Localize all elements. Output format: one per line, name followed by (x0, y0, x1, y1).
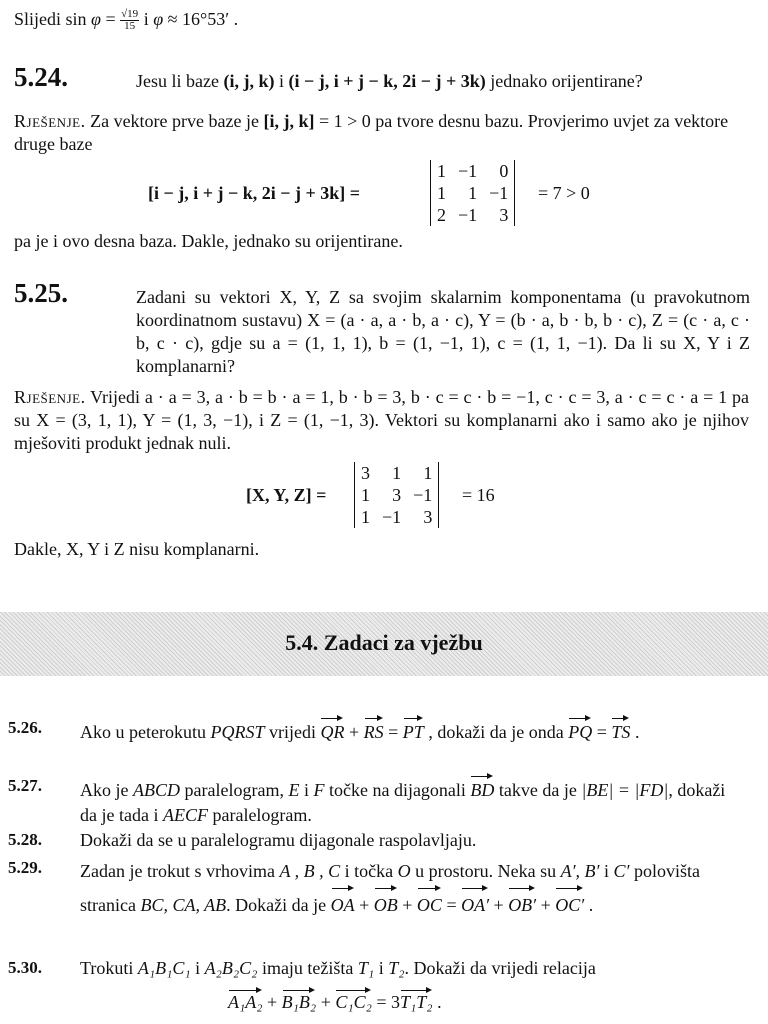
triple-product: [i, j, k] (263, 111, 315, 131)
ex-text: i točka (340, 861, 398, 881)
vector-oc-prime: OC′ (555, 886, 584, 920)
det-cell: −1 (413, 485, 433, 505)
op: + (354, 895, 374, 915)
exercise-number-5-29: 5.29. (8, 858, 42, 877)
q-and: i (274, 71, 289, 91)
ex-text: . (630, 722, 640, 742)
basis-1: (i, j, k) (223, 71, 275, 91)
exercise-number-5-26: 5.26. (8, 718, 42, 737)
ex-text: polovišta stranica (80, 861, 700, 915)
problem-number-5-25: 5.25. (14, 278, 68, 308)
exercise-5-26 (80, 716, 745, 745)
problem-5-24-question (136, 70, 756, 93)
det-rhs-5-25: = 16 (462, 485, 495, 505)
eq-sign: = (100, 9, 121, 29)
basis-2: (i − j, i + j − k, 2i − j + 3k) (288, 71, 486, 91)
vector-ts: TS (611, 716, 630, 745)
exercise-5-29 (80, 856, 745, 920)
math-term: F (313, 780, 325, 800)
ex-text: . Dokaži da vrijedi relacija (404, 958, 596, 978)
math-term: A , B , C (279, 861, 341, 881)
math-term: A′, B′ (560, 861, 600, 881)
det-cell: 1 (468, 183, 478, 203)
vector-ob-prime: OB′ (508, 886, 536, 920)
math-term: BC, CA, AB (140, 895, 227, 915)
det-cell: 1 (423, 463, 433, 483)
problem-5-25-statement: Zadani su vektori X, Y, Z sa svojim skalarnim komponentama (u pravokutnom koordinatnom sustavu) X = (a · a, a · b, a · c), Y = (b · a, b · b, b · c), Z = (c · a, c · b, c · c), gdje su a = (1, 1, 1), b = (1, −1, 1), c = (1, 1, −1). Da li su X, Y i Z komplanarni? (136, 287, 750, 376)
ex-text: i (599, 861, 614, 881)
problem-5-24-solution (14, 110, 749, 156)
ex-text: i (299, 780, 314, 800)
ex-text: . (432, 992, 442, 1012)
vector-qr: QR (320, 716, 344, 745)
op: = (441, 895, 462, 915)
section-title: 5.4. Zadaci za vježbu (285, 630, 483, 655)
vector-pq: PQ (568, 716, 592, 745)
det-cell: 1 (361, 507, 370, 527)
ex-text: u prostoru. Neka su (410, 861, 561, 881)
ex-text: vrijedi (264, 722, 321, 742)
det-cell: −1 (489, 183, 509, 203)
frac-numerator: √19 (121, 8, 139, 21)
exercise-5-28: Dokaži da se u paralelogramu dijagonale raspolavljaju. (80, 830, 477, 850)
math-term: O (397, 861, 411, 881)
math-term: C′ (613, 861, 630, 881)
op: + (489, 895, 509, 915)
ex-text: i (374, 958, 389, 978)
exercise-number-5-27: 5.27. (8, 776, 42, 795)
determinant-5-25 (354, 462, 439, 528)
ex-text: . Dokaži da je (226, 895, 331, 915)
ex-text: točke na dijagonali (324, 780, 471, 800)
det-cell: 1 (361, 485, 370, 505)
solution-text: Vrijedi a · a = 3, a · b = b · a = 1, b · b = 3, b · c = c · b = −1, c · c = 3, a · c = c · a = 1 pa su X = (3, 1, 1), Y = (1, 3, −1), i Z = (1, −1, 3). Vektori su komplanarni ako i samo ako je njihov mješoviti produkt jednak nuli. (14, 387, 749, 453)
frac-denominator: 15 (124, 20, 136, 33)
math-term: E (288, 780, 300, 800)
ex-text: imaju težišta (257, 958, 358, 978)
op: + (397, 895, 417, 915)
solution-text-a: Za vektore prve baze je (85, 111, 264, 131)
ex-text: i (190, 958, 205, 978)
intro-and: i (139, 9, 154, 29)
sqrt-fraction (120, 9, 139, 32)
ex-text: paralelogram, (180, 780, 289, 800)
problem-number-5-24: 5.24. (14, 62, 68, 92)
exercise-5-27 (80, 774, 745, 828)
ex-text: takve da je (494, 780, 582, 800)
det-lhs-5-25: [X, Y, Z] = (246, 485, 327, 505)
vector-ob: OB (374, 886, 398, 920)
det-cell: 1 (437, 161, 446, 181)
intro-line (14, 8, 238, 32)
problem-5-24-conclusion: pa je i ovo desna baza. Dakle, jednako su orijentirane. (14, 231, 403, 251)
math-term: A₁B₁C₁ (137, 958, 191, 978)
vector-bd: BD (470, 774, 494, 803)
det-cell: 3 (423, 507, 433, 527)
det-cell: 0 (499, 161, 509, 181)
det-cell: 1 (437, 183, 446, 203)
det-cell: 3 (499, 205, 509, 225)
ex-text: . (584, 895, 594, 915)
solution-label: Rješenje. (14, 387, 86, 407)
phi-symbol: φ (91, 9, 101, 29)
vector-t1t2: T₁T₂ (400, 988, 433, 1013)
exercise-number-5-28: 5.28. (8, 830, 42, 849)
ex-text: , dokaži da je tada i (80, 780, 726, 825)
solution-label: Rješenje. (14, 111, 86, 131)
math-term: |BE| = |FD| (581, 780, 669, 800)
math-term: T₂ (388, 958, 405, 978)
vector-oa: OA (331, 886, 355, 920)
op: + (262, 992, 282, 1012)
vector-a1a2: A₁A₂ (228, 988, 263, 1013)
q-text: Jesu li baze (136, 71, 224, 91)
vector-oc: OC (417, 886, 442, 920)
det-lhs-5-24: [i − j, i + j − k, 2i − j + 3k] = (148, 183, 361, 203)
op: + (316, 992, 336, 1012)
det-matrix-5-24 (431, 160, 514, 226)
pentagon-name: PQRST (210, 722, 265, 742)
det-cell: −1 (458, 161, 478, 181)
q-end: jednako orijentirane? (485, 71, 643, 91)
det-cell: 2 (437, 205, 446, 225)
ex-text: Zadan je trokut s vrhovima (80, 861, 280, 881)
det-matrix-5-25 (355, 462, 438, 528)
ex-text: Trokuti (80, 958, 138, 978)
det-rhs-5-24: = 7 > 0 (538, 183, 590, 203)
op: = (383, 722, 403, 742)
determinant-5-24 (430, 160, 515, 226)
det-cell: −1 (382, 507, 402, 527)
math-term: AECF (162, 805, 208, 825)
det-cell: −1 (458, 205, 478, 225)
ex-text: Ako je (80, 780, 133, 800)
det-cell: 3 (392, 485, 402, 505)
math-term: T₁ (357, 958, 375, 978)
vector-pt: PT (403, 716, 424, 745)
vector-rs: RS (364, 716, 384, 745)
op: = (592, 722, 612, 742)
det-cell: 1 (392, 463, 402, 483)
math-term: ABCD (133, 780, 180, 800)
solution-text-b: = 1 > 0 pa tvore desnu bazu. Provjerimo uvjet za vektore druge baze (14, 111, 729, 154)
op: = 3 (371, 992, 401, 1012)
vector-oa-prime: OA′ (461, 886, 489, 920)
op: + (536, 895, 556, 915)
math-term: A₂B₂C₂ (204, 958, 258, 978)
ex-text: paralelogram. (207, 805, 312, 825)
phi-symbol-2: φ (153, 9, 164, 29)
problem-5-25-solution (14, 386, 749, 455)
ex-text: Ako u peterokutu (80, 722, 211, 742)
det-cell: 3 (361, 463, 370, 483)
vector-b1b2: B₁B₂ (282, 988, 317, 1013)
intro-text: Slijedi sin (14, 9, 87, 29)
ex-text: , dokaži da je onda (423, 722, 569, 742)
problem-5-25-conclusion: Dakle, X, Y i Z nisu komplanarni. (14, 539, 260, 559)
op: + (344, 722, 364, 742)
exercise-number-5-30: 5.30. (8, 958, 42, 977)
angle-value: ≈ 16°53′ . (163, 9, 239, 29)
vector-c1c2: C₁C₂ (335, 988, 372, 1013)
exercise-5-30 (80, 956, 745, 981)
exercise-5-30-relation (228, 988, 442, 1013)
